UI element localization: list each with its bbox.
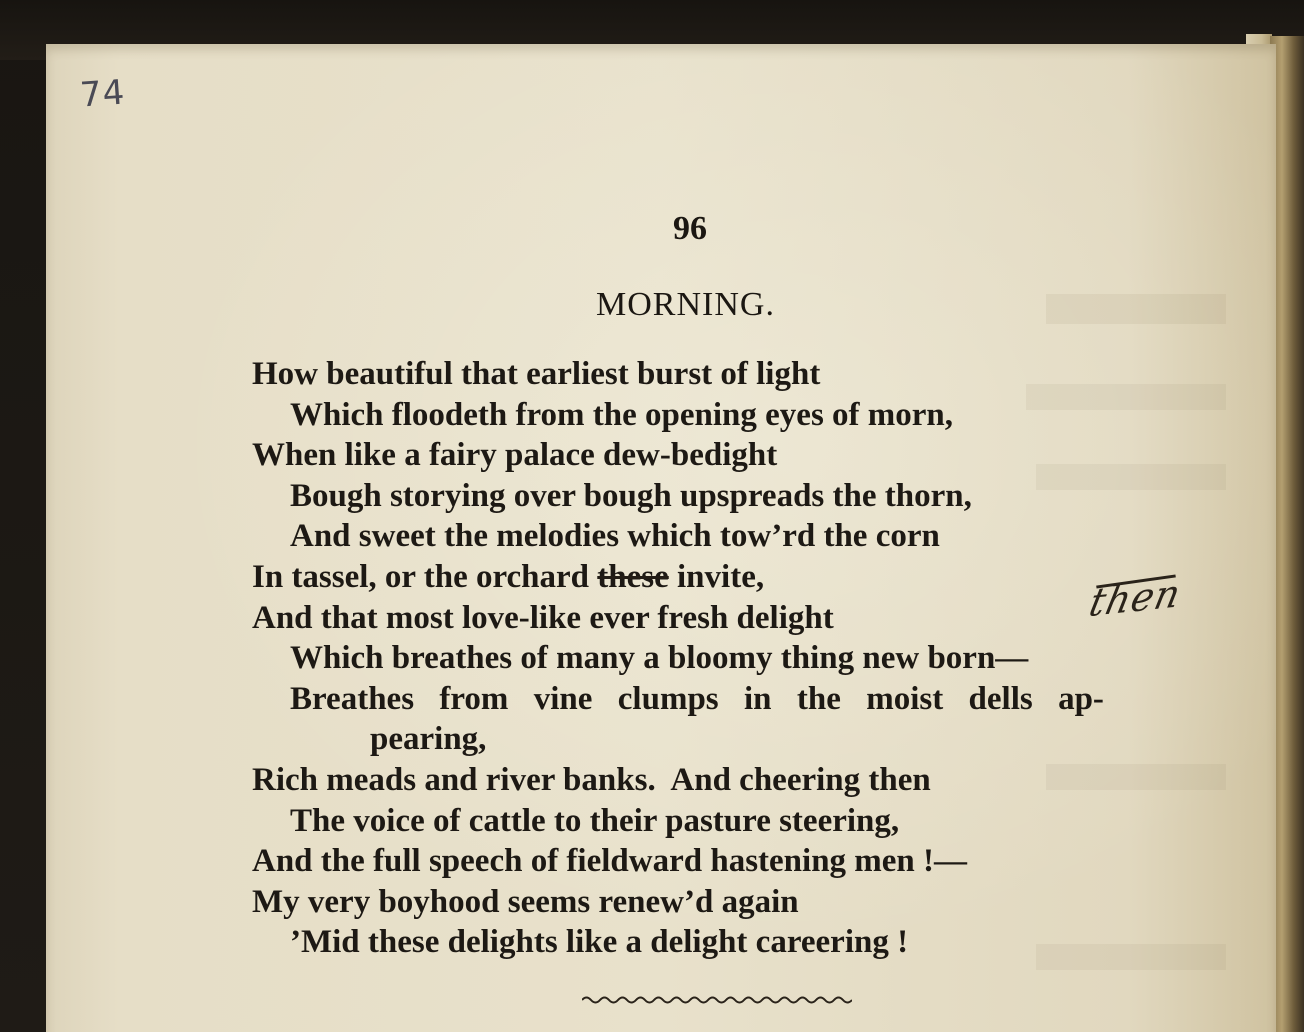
poem-line-text: Which breathes of many a bloomy thing new born—	[290, 640, 1029, 677]
poem-line-text: Which floodeth from the opening eyes of morn,	[290, 396, 954, 433]
poem-line	[252, 841, 1202, 882]
poem-line-text: Rich meads and river banks. And cheering then	[252, 761, 931, 798]
poem-line	[252, 598, 1202, 639]
poem-line-text: How beautiful that earliest burst of light	[252, 356, 821, 392]
poem-line-text: The voice of cattle to their pasture steering,	[290, 802, 900, 839]
poem-line-text: And sweet the melodies which tow’rd the corn	[290, 518, 940, 555]
poem-line-text: ’Mid these delights like a delight careering !	[290, 924, 909, 961]
poem-word: the	[796, 680, 841, 717]
pencil-page-number: 74	[78, 72, 127, 116]
poem-line	[252, 719, 1202, 760]
poem-line	[252, 801, 1202, 842]
poem-line	[252, 354, 1202, 395]
poem-line-text: pearing,	[370, 721, 487, 758]
poem-word: from	[439, 680, 509, 717]
poem-line	[252, 679, 1104, 720]
poem-word: vine	[533, 680, 593, 717]
poem-title: MORNING.	[596, 286, 775, 323]
wavy-rule-ornament	[582, 994, 852, 1006]
poem-line	[252, 557, 1202, 598]
poem-line-text: When like a fairy palace dew-bedight	[252, 437, 778, 474]
poem-word: clumps	[617, 680, 719, 717]
poem-line-text: And the full speech of fieldward hastening men !—	[252, 843, 968, 880]
poem-word: ap-	[1058, 680, 1104, 717]
poem-body	[252, 354, 1202, 963]
poem-line-text: In tassel, or the orchard	[252, 558, 598, 595]
poem-line	[252, 435, 1202, 476]
bleed-through-1	[1046, 294, 1226, 324]
poem-word: Breathes	[290, 680, 415, 717]
poem-word: in	[743, 680, 772, 717]
poem-line	[252, 882, 1202, 923]
handwritten-correction: then	[1085, 570, 1186, 626]
poem-line-text: And that most love-like ever fresh delight	[252, 599, 834, 636]
poem-word: dells	[968, 680, 1033, 717]
poem-line-text: invite,	[668, 558, 765, 595]
poem-line	[252, 760, 1202, 801]
poem-word: moist	[866, 680, 944, 717]
poem-line-text: Bough storying over bough upspreads the thorn,	[290, 477, 972, 514]
poem-line	[252, 476, 1202, 517]
poem-line	[252, 922, 1202, 963]
struck-word: these	[597, 558, 669, 595]
poem-line	[252, 395, 1202, 436]
poem-line-text: My very boyhood seems renew’d again	[252, 883, 799, 920]
page-number: 96	[673, 210, 707, 247]
poem-line	[252, 638, 1202, 679]
page	[46, 44, 1276, 1032]
poem-line	[252, 516, 1202, 557]
